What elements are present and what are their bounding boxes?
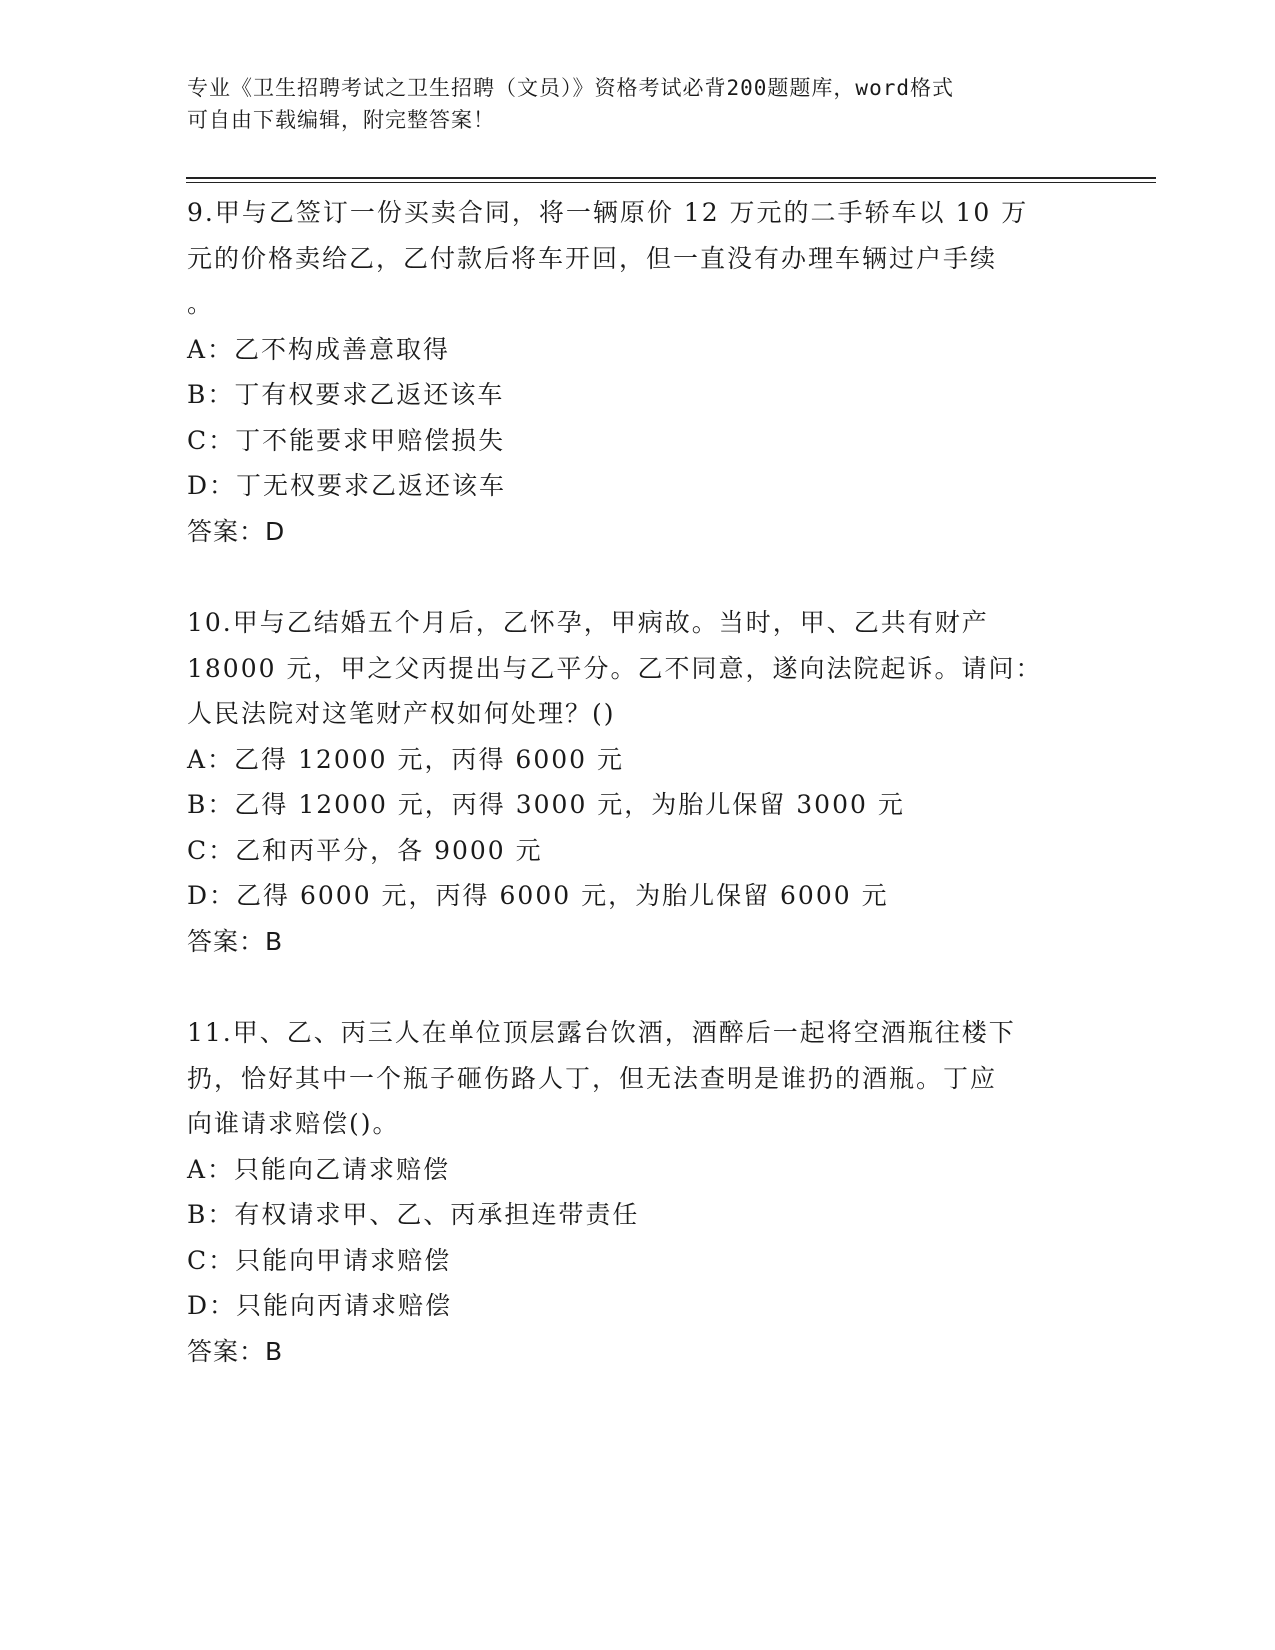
header-line-2: 可自由下载编辑，附完整答案！ — [187, 108, 495, 132]
option-c: C：丁不能要求甲赔偿损失 — [187, 425, 506, 455]
question-text-line: 18000 元，甲之父丙提出与乙平分。乙不同意，遂向法院起诉。请问： — [187, 653, 1043, 683]
option-b: B：有权请求甲、乙、丙承担连带责任 — [187, 1200, 640, 1229]
answer: 答案：B — [187, 1336, 284, 1366]
question-9 — [187, 190, 1087, 554]
question-text-line: 人民法院对这笔财产权如何处理？() — [187, 699, 616, 728]
question-list — [187, 190, 1087, 1374]
question-10 — [187, 600, 1087, 964]
option-d: D：丁无权要求乙返还该车 — [187, 471, 507, 500]
question-text-line: 11.甲、乙、丙三人在单位顶层露台饮酒，酒醉后一起将空酒瓶往楼下 — [187, 1018, 1016, 1047]
question-11 — [187, 1010, 1087, 1374]
question-spacer — [187, 964, 1087, 1010]
question-text-line: 。 — [187, 289, 215, 318]
header-rule-thin — [186, 182, 1156, 183]
answer: 答案：D — [187, 516, 286, 546]
question-text-line: 扔，恰好其中一个瓶子砸伤路人丁，但无法查明是谁扔的酒瓶。丁应 — [187, 1063, 998, 1093]
option-b: B：丁有权要求乙返还该车 — [187, 380, 505, 409]
question-text-line: 9.甲与乙签订一份买卖合同，将一辆原价 12 万元的二手轿车以 10 万 — [187, 198, 1029, 227]
option-d: D：乙得 6000 元，丙得 6000 元，为胎儿保留 6000 元 — [187, 881, 889, 910]
option-b: B：乙得 12000 元，丙得 3000 元，为胎儿保留 3000 元 — [187, 790, 905, 819]
header-rule-thick — [186, 177, 1156, 179]
option-d: D：只能向丙请求赔偿 — [187, 1291, 453, 1320]
question-text-line: 向谁请求赔偿()。 — [187, 1109, 400, 1138]
question-text-line: 10.甲与乙结婚五个月后，乙怀孕，甲病故。当时，甲、乙共有财产 — [187, 608, 989, 637]
question-text-line: 元的价格卖给乙，乙付款后将车开回，但一直没有办理车辆过户手续 — [187, 243, 998, 273]
option-a: A：乙得 12000 元，丙得 6000 元 — [187, 744, 624, 774]
option-c: C：乙和丙平分，各 9000 元 — [187, 835, 543, 865]
header-line-1: 专业《卫生招聘考试之卫生招聘（文员）》资格考试必背200题题库，word格式 — [187, 76, 954, 100]
question-spacer — [187, 554, 1087, 600]
option-a: A：只能向乙请求赔偿 — [187, 1154, 451, 1184]
option-a: A：乙不构成善意取得 — [187, 334, 451, 364]
page-header — [187, 72, 1067, 136]
option-c: C：只能向甲请求赔偿 — [187, 1245, 452, 1275]
answer: 答案：B — [187, 926, 284, 956]
